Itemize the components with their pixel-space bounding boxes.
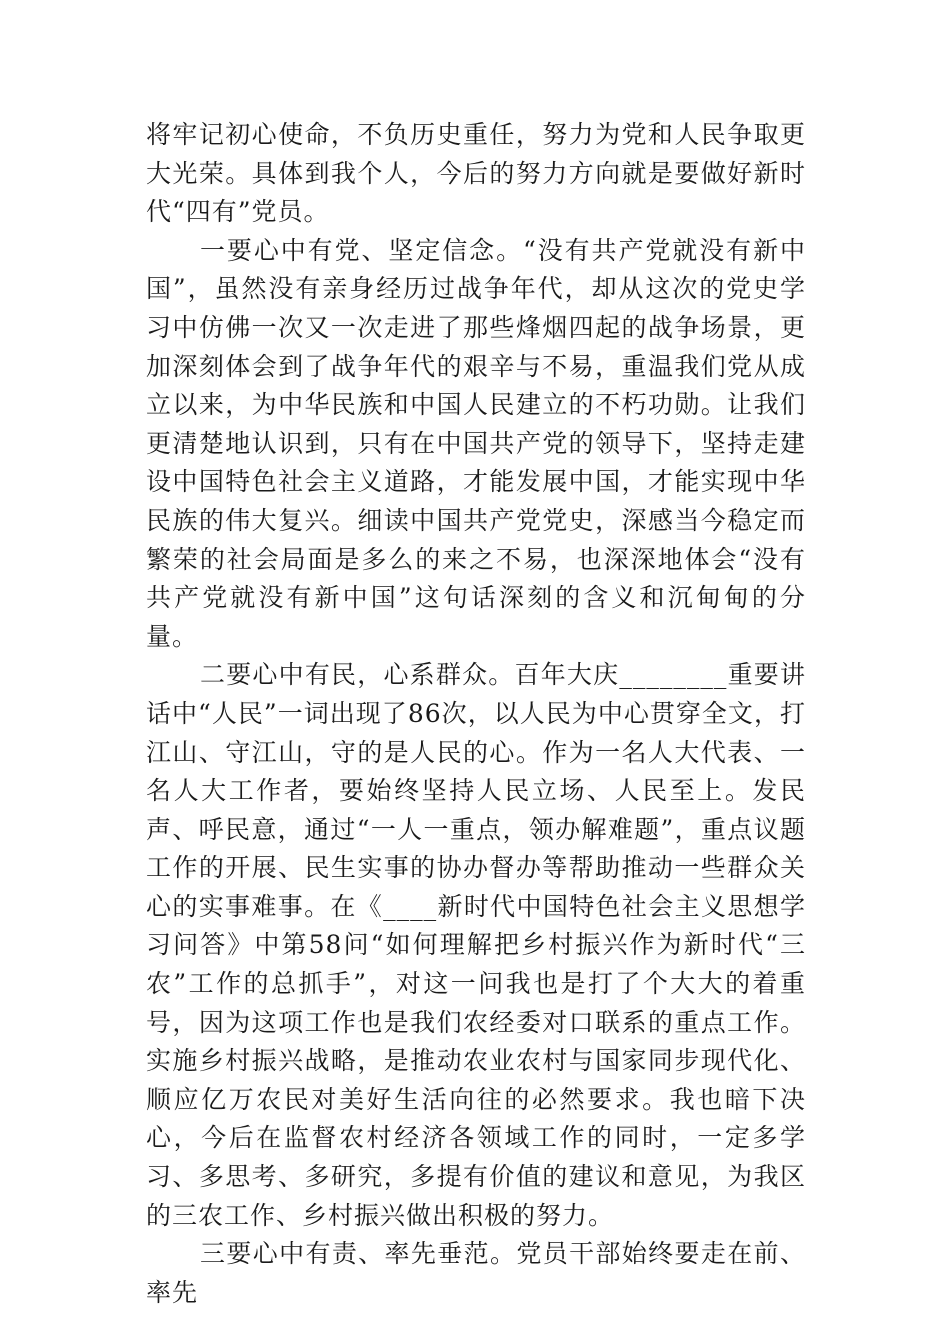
paragraph-party-belief: 一要心中有党、坚定信念。“没有共产党就没有新中国”，虽然没有亲身经历过战争年代，却从这次的党史学习中仿佛一次又一次走进了那些烽烟四起的战争场景，更加深刻体会到了战争年代的艰辛与不易，重温我们党从成立以来，为中华民族和中国人民建立的不朽功勋。让我们更清楚地认识到，只有在中国共产党的领导下，坚持走建设中国特色社会主义道路，才能发展中国，才能实现中华民族的伟大复兴。细读中国共产党党史，深感当今稳定而繁荣的社会局面是多么的来之不易，也深深地体会“没有共产党就没有新中国”这句话深刻的含义和沉甸甸的分量。 bbox=[146, 235, 806, 651]
document-body bbox=[146, 116, 806, 1312]
paragraph-intro: 将牢记初心使命，不负历史重任，努力为党和人民争取更大光荣。具体到我个人，今后的努力方向就是要做好新时代“四有”党员。 bbox=[146, 120, 806, 227]
paragraph-responsibility: 三要心中有责、率先垂范。党员干部始终要走在前、率先 bbox=[146, 1239, 806, 1307]
paragraph-people-focus: 二要心中有民，心系群众。百年大庆________重要讲话中“人民”一词出现了86次，以人民为中心贯穿全文，打江山、守江山，守的是人民的心。作为一名人大代表、一名人大工作者，要始终坚持人民立场、人民至上。发民声、呼民意，通过“一人一重点，领办解难题”，重点议题工作的开展、民生实事的协办督办等帮助推动一些群众关心的实事难事。在《____新时代中国特色社会主义思想学习问答》中第58问“如何理解把乡村振兴作为新时代“三农”工作的总抓手”，对这一问我也是打了个大大的着重号，因为这项工作也是我们农经委对口联系的重点工作。实施乡村振兴战略，是推动农业农村与国家同步现代化、顺应亿万农民对美好生活向往的必然要求。我也暗下决心，今后在监督农村经济各领域工作的同时，一定多学习、多思考、多研究，多提有价值的建议和意见，为我区的三农工作、乡村振兴做出积极的努力。 bbox=[146, 660, 806, 1230]
